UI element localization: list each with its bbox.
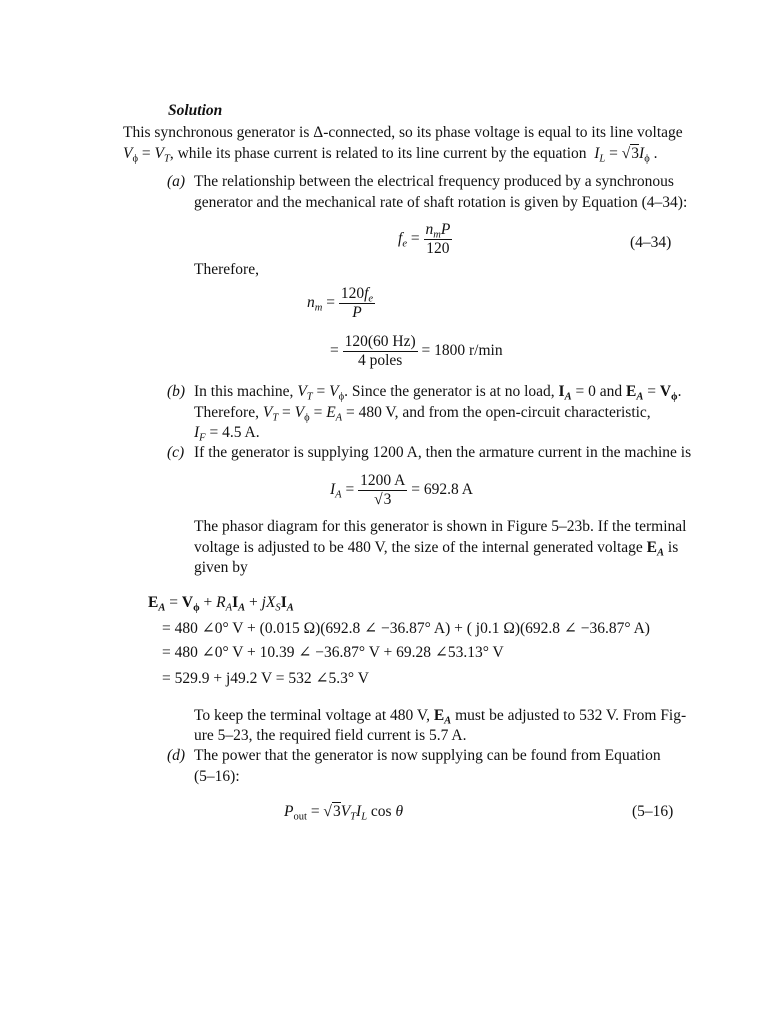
keep-para-line-1: To keep the terminal voltage at 480 V, $E_A$ must be adjusted to 532 V. From Fig- bbox=[194, 707, 687, 727]
ea-equation-line-1: $E_A = V_\phi + R_AI_A + jX_SI_A$ bbox=[148, 594, 294, 614]
part-d-line-2: (5–16): bbox=[194, 768, 240, 785]
part-d-line-1: The power that the generator is now supplying can be found from Equation bbox=[194, 747, 661, 764]
ea-equation-line-4: = 529.9 + j49.2 V = 532 ∠5.3° V bbox=[162, 670, 369, 687]
part-b-line-3: $I_F = 4.5$ A. bbox=[194, 424, 260, 444]
part-c-line-1: If the generator is supplying 1200 A, then the armature current in the machine is bbox=[194, 444, 692, 461]
part-c-label: (c) bbox=[167, 444, 185, 461]
equation-5-16: $P_{out} = √3V_TI_L$ cos θ bbox=[284, 803, 404, 823]
equation-nm-calc: = $\frac{120(60 Hz)}{\text{4 poles}}$ = 1800 r/min bbox=[330, 333, 503, 369]
keep-para-line-2: ure 5–23, the required field current is 5.7 A. bbox=[194, 727, 467, 744]
equation-number-4-34: (4–34) bbox=[630, 234, 672, 251]
ea-equation-line-3: = 480 ∠0° V + 10.39 ∠ −36.87° V + 69.28 ∠53.13° V bbox=[162, 644, 504, 661]
part-b-line-2: Therefore, $V_T = V_\phi = E_A = 480$ V, and from the open-circuit characteristic, bbox=[194, 404, 651, 424]
ea-equation-line-2: = 480 ∠0° V + (0.015 Ω)(692.8 ∠ −36.87° A) + ( j0.1 Ω)(692.8 ∠ −36.87° A) bbox=[162, 620, 650, 637]
equation-4-34: $f_e$ = $\frac{n_mP}{120}$ bbox=[398, 221, 451, 257]
therefore-text: Therefore, bbox=[194, 261, 259, 278]
part-d-label: (d) bbox=[167, 747, 186, 764]
part-b-line-1: In this machine, $V_T = V_\phi$. Since the generator is at no load, $I_A = 0$ and $E_A = V_\phi$. bbox=[194, 383, 682, 403]
equation-number-5-16: (5–16) bbox=[632, 803, 674, 820]
intro-line-2: $V_\phi = V_T$, while its phase current is related to its line current by the equation $I_L = √3I_\phi$ . bbox=[123, 145, 658, 165]
phasor-para-line-3: given by bbox=[194, 559, 248, 576]
equation-ia: $I_A$ = $\frac{1200 A}{√3}$ = 692.8 A bbox=[330, 472, 473, 508]
equation-nm: $n_m$ = $\frac{120f_e}{P}$ bbox=[307, 285, 374, 321]
intro-line-1: This synchronous generator is Δ-connected, so its phase voltage is equal to its line voltage bbox=[123, 124, 683, 141]
part-a-label: (a) bbox=[167, 173, 186, 190]
phasor-para-line-1: The phasor diagram for this generator is shown in Figure 5–23b. If the terminal bbox=[194, 518, 687, 535]
part-b-label: (b) bbox=[167, 383, 186, 400]
part-a-line-1: The relationship between the electrical frequency produced by a synchronous bbox=[194, 173, 674, 190]
solution-heading: Solution bbox=[168, 102, 223, 119]
part-a-line-2: generator and the mechanical rate of shaft rotation is given by Equation (4–34): bbox=[194, 194, 688, 211]
phasor-para-line-2: voltage is adjusted to be 480 V, the size of the internal generated voltage $E_A$ is bbox=[194, 539, 679, 559]
